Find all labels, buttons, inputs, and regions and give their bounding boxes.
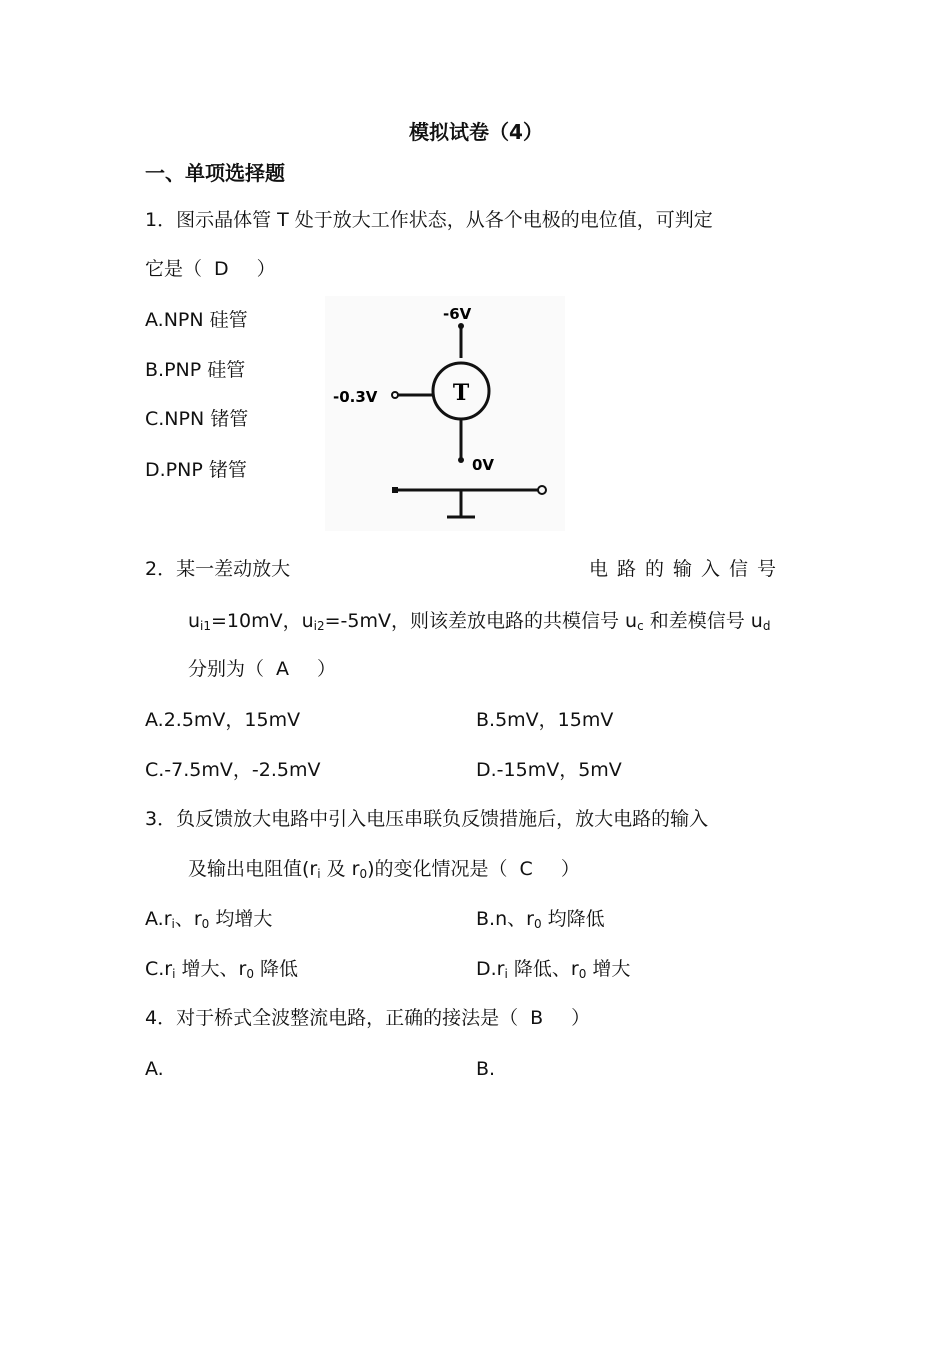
figure-top-label: -6V: [443, 305, 472, 323]
q2-stem-line2: $u_{i1}=10mV$，$u_{i2}=-5mV$，则该差放电路的共模信号 $u_c$ 和差模信号 $u_d$: [188, 610, 771, 633]
q1-stem-suffix: ）: [256, 258, 276, 280]
section-heading: 一、单项选择题: [145, 161, 285, 185]
q3-answer: C: [519, 858, 533, 880]
q4-option-a: A.: [145, 1058, 164, 1080]
q4-answer: B: [530, 1007, 544, 1029]
q3-stem-line1: 3．负反馈放大电路中引入电压串联负反馈措施后，放大电路的输入: [145, 808, 709, 830]
figure-rail-left-terminal: [392, 487, 398, 493]
figure-bottom-terminal: [458, 457, 464, 463]
q3-option-b: B.n、$r_0$ 均降低: [476, 908, 605, 931]
q1-answer: D: [214, 258, 229, 280]
q1-stem-line1: 1．图示晶体管 T 处于放大工作状态，从各个电极的电位值，可判定: [145, 209, 713, 231]
q1-option-c: C.NPN 锗管: [145, 408, 249, 430]
q2-option-c: C.-7.5mV，-2.5mV: [145, 759, 321, 781]
q2-stem-line1-left: 2．某一差动放大: [145, 558, 291, 580]
q3-option-a: $A.r_i$、$r_0$ 均增大: [145, 908, 273, 931]
q2-stem-line1-right: 电路的输入信号: [589, 558, 786, 580]
q2-answer: A: [276, 658, 290, 680]
transistor-label: T: [452, 380, 470, 406]
q2-option-a: A.2.5mV，15mV: [145, 709, 301, 731]
transistor-figure: [325, 296, 565, 531]
q1-option-a: A.NPN 硅管: [145, 309, 248, 331]
q1-option-d: D.PNP 锗管: [145, 459, 247, 481]
figure-top-terminal: [458, 323, 464, 329]
q4-option-b: B.: [476, 1058, 496, 1080]
q1-option-b: B.PNP 硅管: [145, 359, 246, 381]
figure-bottom-label: 0V: [472, 456, 495, 474]
q3-option-d: $D.r_i$ 降低、$r_0$ 增大: [476, 958, 631, 981]
q3-option-c: $C.r_i$ 增大、$r_0$ 降低: [145, 958, 299, 981]
page-title: 模拟试卷（4）: [409, 120, 543, 144]
q2-option-d: D.-15mV，5mV: [476, 759, 622, 781]
q3-stem-line2: 及输出电阻值($r_i$ 及 $r_0$)的变化情况是（ C ）: [188, 858, 580, 881]
q1-stem-prefix: 它是（: [145, 258, 203, 280]
q2-stem-line3: 分别为（ A ）: [188, 658, 337, 680]
q1-stem-line2: [145, 257, 276, 281]
q4-stem-line1: 4．对于桥式全波整流电路，正确的接法是（ B ）: [145, 1007, 591, 1029]
q2-option-b: B.5mV，15mV: [476, 709, 614, 731]
figure-left-label: -0.3V: [333, 388, 378, 406]
